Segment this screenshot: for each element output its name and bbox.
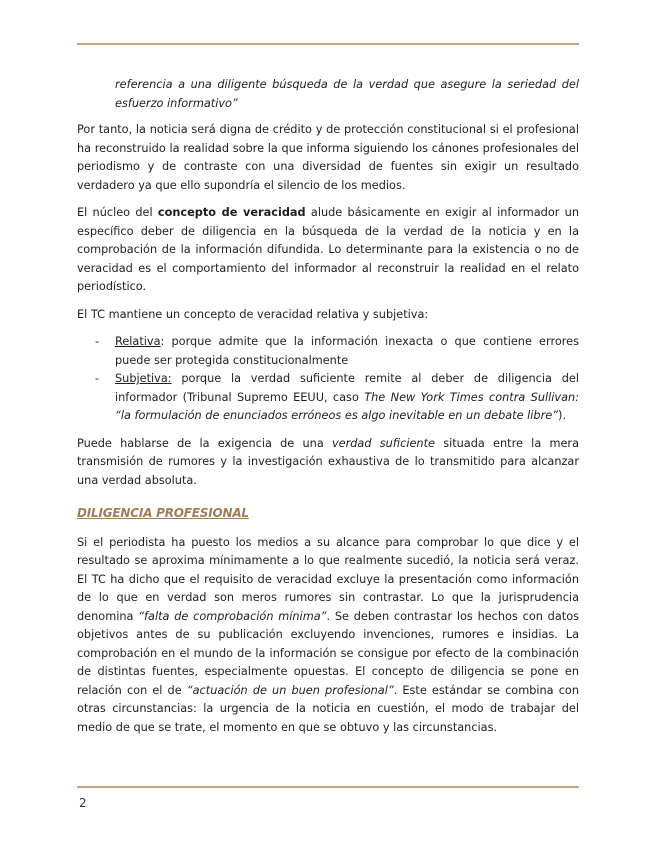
footer-rule — [77, 786, 579, 788]
italic-term: verdad suficiente — [331, 436, 435, 450]
list-item-relativa — [77, 333, 579, 370]
page-number: 2 — [79, 796, 87, 810]
paragraph-diligence — [77, 534, 579, 738]
section-heading: DILIGENCIA PROFESIONAL — [77, 506, 249, 520]
list-text: porque la verdad suficiente remite al deber de diligencia del informador (Tribunal Supremo EEUU, caso — [115, 372, 579, 404]
text-span: Si el periodista ha puesto los medios a su alcance para comprobar lo que dice y el resultado se aproxima mínimamente a lo que realmente sucedió, la noticia será veraz. El TC ha dicho que el requisito de veracidad excluye la presentación como información de lo que en verdad son meros rumores sin contrastar. Lo que la jurisprudencia denomina — [77, 535, 579, 623]
paragraph-veracity-concept — [77, 204, 579, 297]
text-span: El núcleo del — [77, 206, 158, 219]
text-span: . Se deben contrastar los hechos con datos objetivos antes de su publicación excluyendo invenciones, rumores e insidias. La comprobación en el mundo de la información se consigue por efecto de la combinación de distintas fuentes, especialmente opuestas. El concepto de diligencia se pone en relación con el de — [77, 609, 579, 697]
bold-term: concepto de veracidad — [157, 206, 306, 219]
italic-term: “actuación de un buen profesional” — [186, 683, 394, 697]
list-text: : porque admite que la información inexacta o que contiene errores puede ser protegida constitucionalmente — [115, 335, 579, 367]
text-span: situada entre la mera transmisión de rumores y la investigación exhaustiva de lo transmitido para alcanzar una verdad absoluta. — [77, 436, 579, 487]
text-span: alude básicamente en exigir al informador un específico deber de diligencia en la búsqueda de la verdad de la noticia y en la comprobación de la información difundida. Lo determinante para la existencia o no de veracidad es el comportamiento del informador al reconstruir la realidad en el relato periodístico. — [77, 206, 579, 293]
text-span: . Este estándar se combina con otras circunstancias: la urgencia de la noticia en cuestión, el modo de trabajar del medio de que se trate, el momento en que se obtuvo y las circunstancias. — [77, 683, 579, 734]
paragraph-sufficient-truth — [77, 435, 579, 491]
header-rule — [77, 43, 579, 45]
paragraph-tc-intro: El TC mantiene un concepto de veracidad relativa y subjetiva: — [77, 307, 429, 321]
dash-marker: - — [95, 335, 100, 348]
dash-marker: - — [95, 372, 100, 385]
list-item-subjetiva — [77, 370, 579, 426]
list-term: Subjetiva: — [115, 372, 172, 385]
list-closing: ). — [558, 409, 567, 422]
italic-term: “falta de comprobación mínima” — [138, 609, 327, 623]
page-content — [77, 76, 579, 746]
veracity-list — [77, 333, 579, 426]
text-span: Puede hablarse de la exigencia de una — [77, 436, 332, 450]
case-name: The New York Times contra Sullivan — [364, 390, 576, 404]
list-term: Relativa — [115, 335, 161, 348]
case-quote: : “la formulación de enunciados erróneos es algo inevitable en un debate libre” — [115, 390, 579, 422]
paragraph-credibility: Por tanto, la noticia será digna de crédito y de protección constitucional si el profesional ha reconstruido la realidad sobre la que informa siguiendo los cánones profesionales del periodismo y de contraste con una diversidad de fuentes sin exigir un resultado verdadero ya que ello supondría el silencio de los medios. — [77, 123, 579, 192]
block-quote: referencia a una diligente búsqueda de la verdad que asegure la seriedad del esfuerzo informativo” — [115, 78, 579, 110]
